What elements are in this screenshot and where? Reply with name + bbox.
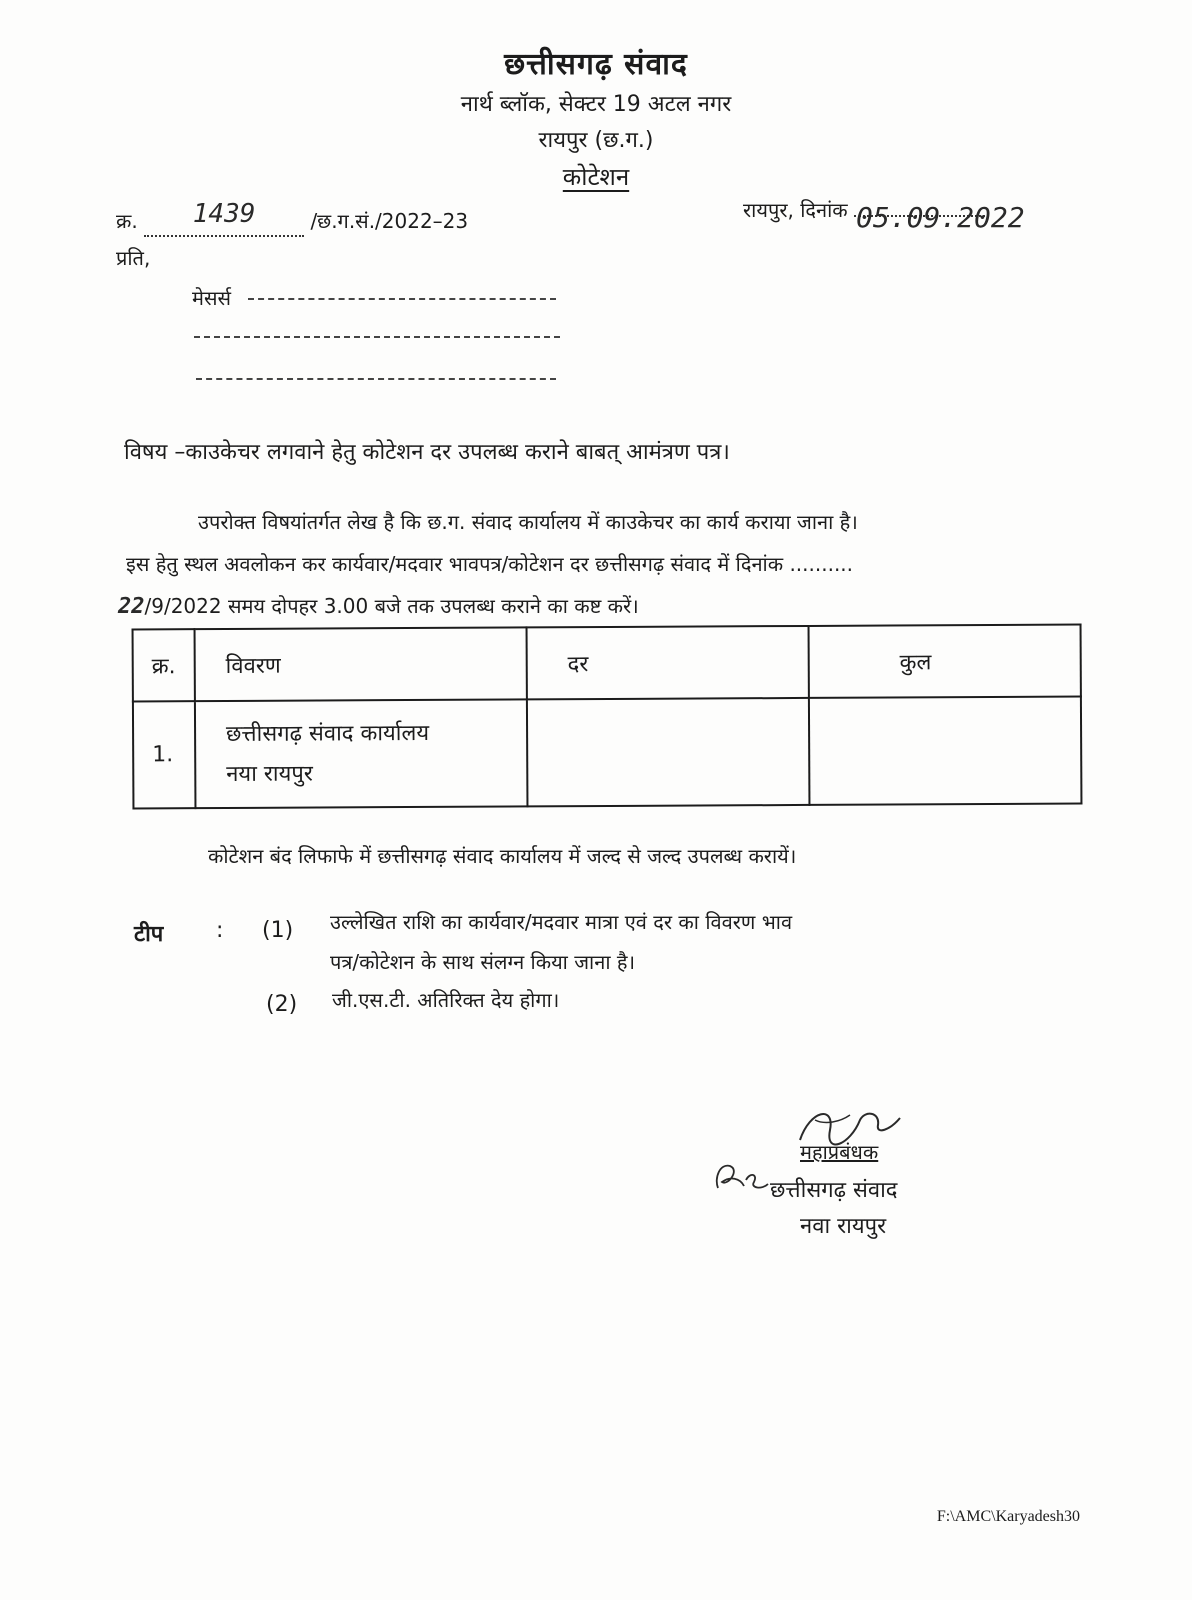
- file-path-footer: F:\AMC\Karyadesh30: [936, 1508, 1080, 1525]
- date-field: [854, 201, 1025, 234]
- row-total: [809, 697, 1082, 805]
- note-1-number: (1): [262, 918, 294, 943]
- notes-label: टीप: [134, 922, 164, 947]
- header-serial: क्र.: [133, 629, 195, 701]
- table-row: [133, 697, 1082, 809]
- ref-number: 1439: [192, 199, 256, 229]
- header-description: विवरण: [194, 627, 526, 701]
- ref-prefix: क्र.: [116, 209, 138, 233]
- row-description-line-2: नया रायपुर: [226, 761, 313, 787]
- header-rate: दर: [526, 626, 808, 699]
- address-line-rule-1: [248, 298, 556, 300]
- note-1-line-2: पत्र/कोटेशन के साथ संलग्न किया जाना है।: [330, 950, 636, 974]
- body-line-3-text: /9/2022 समय दोपहर 3.00 बजे तक उपलब्ध कराने का कष्ट करें।: [144, 594, 639, 618]
- initials-mark: [710, 1158, 770, 1198]
- reference-number-row: [116, 199, 469, 237]
- quotation-table: [132, 624, 1083, 810]
- row-serial: 1.: [133, 701, 195, 808]
- document-type: कोटेशन: [562, 163, 630, 191]
- body-line-2: इस हेतु स्थल अवलोकन कर कार्यवार/मदवार भावपत्र/कोटेशन दर छत्तीसगढ़ संवाद में दिनांक ..........: [126, 552, 854, 576]
- signatory-designation: महाप्रबंधक: [800, 1140, 879, 1164]
- subject-line: विषय –काउकेचर लगवाने हेतु कोटेशन दर उपलब्ध कराने बाबत् आमंत्रण पत्र।: [124, 440, 730, 465]
- address-line-rule-3: [196, 378, 556, 380]
- signatory-city: नवा रायपुर: [800, 1214, 887, 1239]
- note-2-number: (2): [266, 992, 298, 1017]
- note-2-text: जी.एस.टी. अतिरिक्त देय होगा।: [332, 988, 560, 1012]
- row-rate: [527, 698, 810, 806]
- row-description: [195, 699, 528, 808]
- org-name: छत्तीसगढ़ संवाद: [504, 47, 688, 82]
- address-line-1: नार्थ ब्लॉक, सेक्टर 19 अटल नगर: [460, 92, 732, 117]
- address-line-rule-2: [194, 336, 560, 338]
- table-header-row: [133, 625, 1081, 702]
- handwritten-day: 22: [118, 594, 145, 619]
- ref-number-field: [144, 199, 304, 237]
- note-1-line-1: उल्लेखित राशि का कार्यवार/मदवार मात्रा एवं दर का विवरण भाव: [330, 910, 793, 934]
- closing-line: कोटेशन बंद लिफाफे में छत्तीसगढ़ संवाद कार्यालय में जल्द से जल्द उपलब्ध करायें।: [208, 844, 797, 868]
- row-description-line-1: छत्तीसगढ़ संवाद कार्यालय: [225, 720, 430, 747]
- address-line-2: रायपुर (छ.ग.): [538, 128, 654, 153]
- body-line-1: उपरोक्त विषयांतर्गत लेख है कि छ.ग. संवाद कार्यालय में काउकेचर का कार्य कराया जाना है।: [198, 510, 858, 534]
- signatory-org: छत्तीसगढ़ संवाद: [770, 1178, 898, 1203]
- header-total: कुल: [808, 625, 1080, 698]
- body-line-3: [118, 592, 639, 619]
- notes-colon: :: [216, 918, 224, 943]
- date-row: [743, 196, 1025, 234]
- date-label: रायपुर, दिनांक: [743, 198, 848, 222]
- note-1-text: [330, 902, 792, 982]
- messrs-label: मेसर्स: [192, 286, 231, 310]
- to-label: प्रति,: [116, 246, 151, 270]
- ref-suffix: /छ.ग.सं./2022–23: [310, 209, 469, 233]
- date-value: 05.09.2022: [856, 201, 1025, 234]
